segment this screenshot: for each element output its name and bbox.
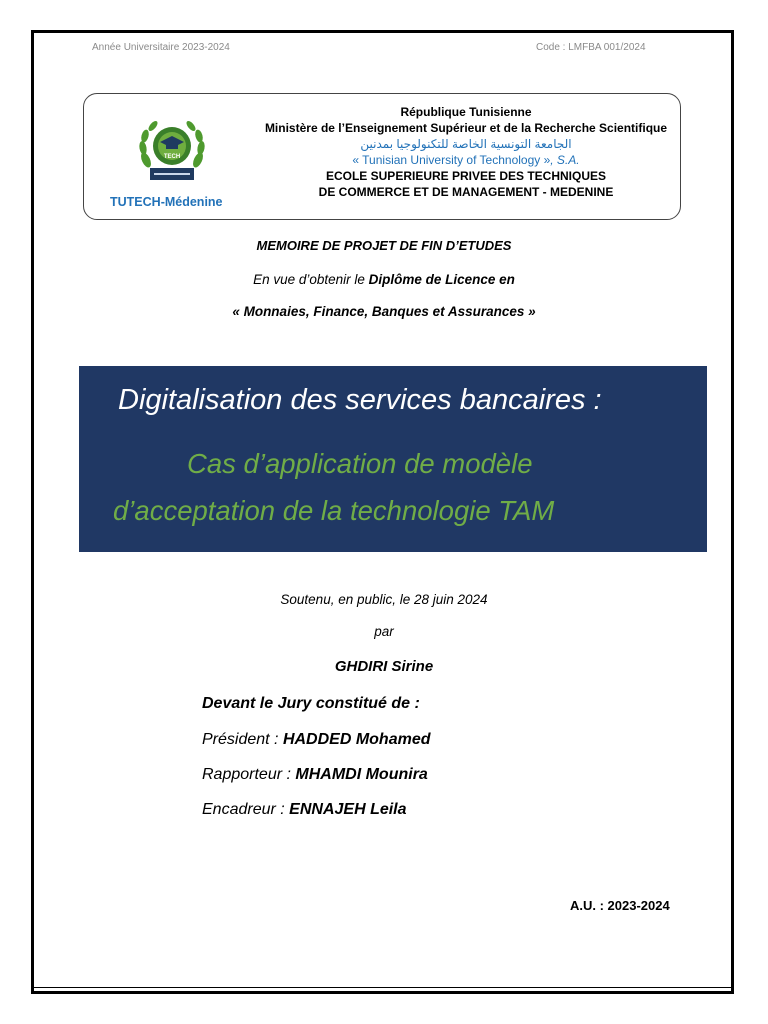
logo-text: TECH (163, 154, 181, 160)
jury-role: Rapporteur : (202, 766, 296, 783)
student-name: GHDIRI Sirine (334, 658, 434, 675)
jury-role: Président : (202, 731, 283, 748)
diploma-name: Diplôme de Licence en (368, 272, 515, 287)
memoire-type: MEMOIRE DE PROJET DE FIN D’ETUDES (256, 238, 512, 253)
specialty: « Monnaies, Finance, Banques et Assurances » (232, 304, 536, 319)
academic-year-header: Année Universitaire 2023-2024 (92, 42, 230, 53)
arabic-university-name: الجامعة التونسية الخاصة للتكنولوجيا بمدنين (360, 137, 572, 151)
diploma-prefix: En vue d’obtenir le (253, 272, 369, 287)
document-code-header: Code : LMFBA 001/2024 (536, 42, 646, 53)
ministry-line: Ministère de l’Enseignement Supérieur et de la Recherche Scientifique (264, 121, 668, 135)
jury-role: Encadreur : (202, 801, 290, 818)
subtitle-line-2: d’acceptation de la technologie TAM (113, 495, 555, 526)
republic-line: République Tunisienne (400, 105, 532, 119)
university-name: « Tunisian University of Technology » (352, 153, 551, 167)
main-title: Digitalisation des services bancaires : (118, 384, 602, 416)
institution-lines (250, 104, 682, 200)
jury-member-president (202, 731, 431, 749)
diploma-line (0, 272, 768, 287)
par-label: par (374, 624, 394, 639)
defense-date: Soutenu, en public, le 28 juin 2024 (280, 592, 488, 607)
academic-year-footer: A.U. : 2023-2024 (570, 898, 670, 913)
jury-title: Devant le Jury constitué de : (202, 695, 420, 712)
tutech-logo (136, 118, 208, 188)
university-line (250, 152, 682, 168)
school-line-2: DE COMMERCE ET DE MANAGEMENT - MEDENINE (318, 185, 614, 199)
logo-caption: TUTECH-Médenine (110, 195, 223, 209)
subtitle-line-1: Cas d’application de modèle (187, 448, 533, 479)
university-suffix: , S.A. (550, 153, 580, 167)
school-line-1: ECOLE SUPERIEURE PRIVEE DES TECHNIQUES (325, 169, 607, 183)
jury-name: ENNAJEH Leila (289, 801, 407, 818)
jury-name: HADDED Mohamed (282, 731, 431, 748)
jury-member-rapporteur (202, 766, 428, 784)
jury-name: MHAMDI Mounira (295, 766, 428, 783)
jury-member-encadreur (202, 801, 407, 819)
